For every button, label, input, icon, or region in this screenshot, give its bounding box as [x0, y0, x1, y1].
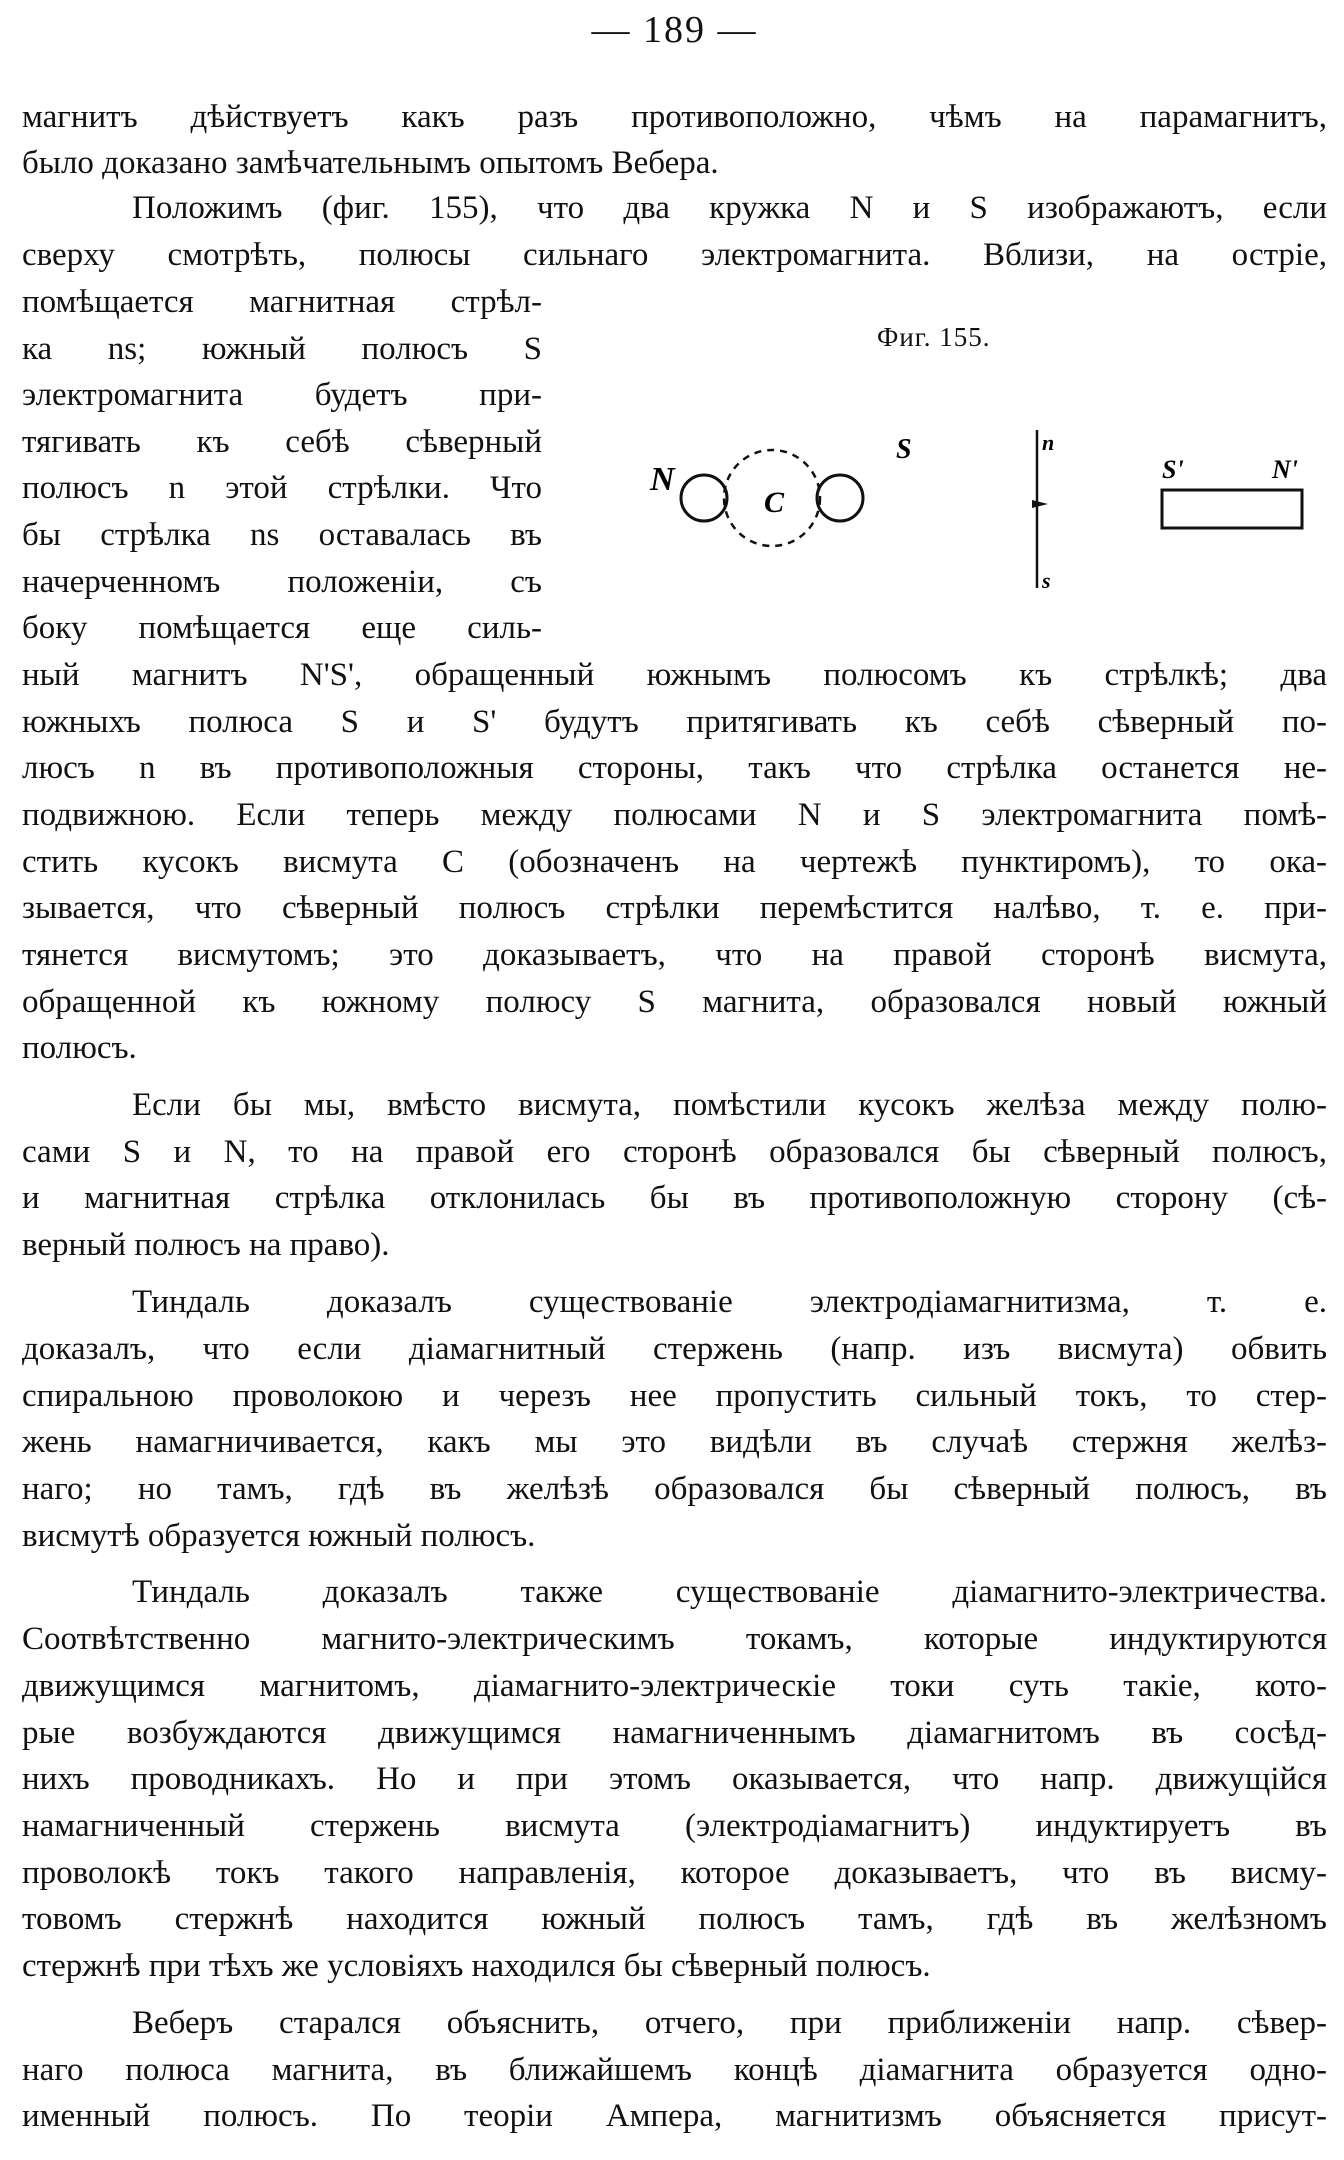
text-line: тянется висмутомъ; это доказываетъ, что на правой сторонѣ висмута, — [22, 937, 1327, 973]
text-line: тягивать къ себѣ сѣверный — [22, 424, 542, 460]
figure-155-drawing — [622, 420, 1327, 610]
text-line: Положимъ (фиг. 155), что два кружка N и S изображаютъ, если — [132, 190, 1327, 226]
text-line: проволокѣ токъ такого направленія, которое доказываетъ, что въ висму- — [22, 1855, 1327, 1891]
text-line: ка ns; южный полюсъ S — [22, 331, 542, 367]
text-line: именный полюсъ. По теоріи Ампера, магнитизмъ объясняется присут- — [22, 2098, 1327, 2134]
pole-n-circle — [681, 475, 727, 521]
text-line: электромагнита будетъ при- — [22, 377, 542, 413]
text-line: помѣщается магнитная стрѣл- — [22, 284, 542, 320]
label-needle-n: n — [1042, 430, 1055, 455]
label-needle-s: s — [1042, 568, 1051, 593]
text-line: полюсъ n этой стрѣлки. Что — [22, 470, 542, 506]
text-line: жень намагничивается, какъ мы это видѣли въ случаѣ стержня желѣз- — [22, 1424, 1327, 1460]
text-line: Тиндаль доказалъ также существованіе діамагнито-электричества. — [132, 1574, 1327, 1610]
text-line: обращенной къ южному полюсу S магнита, образовался новый южный — [22, 984, 1327, 1020]
text-line: подвижною. Если теперь между полюсами N и S электромагнита помѣ- — [22, 797, 1327, 833]
text-line: товомъ стержнѣ находится южный полюсъ тамъ, гдѣ въ желѣзномъ — [22, 1901, 1327, 1937]
text-line: магнитъ дѣйствуетъ какъ разъ противоположно, чѣмъ на парамагнитъ, — [22, 99, 1327, 135]
label-n: N — [650, 461, 675, 498]
text-line: южныхъ полюса S и S' будутъ притягивать къ себѣ сѣверный по- — [22, 704, 1327, 740]
text-line: рые возбуждаются движущимся намагниченнымъ діамагнитомъ въ сосѣд- — [22, 1715, 1327, 1751]
text-line: боку помѣщается еще силь- — [22, 610, 542, 646]
text-line: движущимся магнитомъ, діамагнито-электрическіе токи суть такіе, кото- — [22, 1668, 1327, 1704]
text-line: висмутѣ образуется южный полюсъ. — [22, 1518, 536, 1554]
page-number: — 189 — — [591, 9, 758, 51]
figure-caption: Фиг. 155. — [877, 322, 991, 352]
text-line: наго; но тамъ, гдѣ въ желѣзѣ образовался бы сѣверный полюсъ, въ — [22, 1471, 1327, 1507]
text-line: верный полюсъ на право). — [22, 1227, 390, 1263]
text-line: зывается, что сѣверный полюсъ стрѣлки перемѣстится налѣво, т. е. при- — [22, 890, 1327, 926]
text-line: полюсъ. — [22, 1030, 137, 1066]
text-line: доказалъ, что если діамагнитный стержень (напр. изъ висмута) обвить — [22, 1331, 1327, 1367]
text-line: стержнѣ при тѣхъ же условіяхъ находился бы сѣверный полюсъ. — [22, 1948, 931, 1984]
text-line: люсъ n въ противоположныя стороны, такъ что стрѣлка останется не- — [22, 750, 1327, 786]
label-n-prime: N' — [1272, 455, 1298, 484]
text-line: бы стрѣлка ns оставалась въ — [22, 517, 542, 553]
text-line: Тиндаль доказалъ существованіе электродіамагнитизма, т. е. — [132, 1284, 1327, 1320]
bar-magnet — [1162, 490, 1302, 528]
label-s: S — [896, 434, 912, 465]
label-s-prime: S' — [1162, 455, 1184, 484]
pole-s-circle — [817, 475, 863, 521]
text-line: было доказано замѣчательнымъ опытомъ Вебера. — [22, 145, 719, 181]
text-line: сверху смотрѣть, полюсы сильнаго электромагнита. Вблизи, на остріе, — [22, 237, 1327, 273]
text-line: и магнитная стрѣлка отклонилась бы въ противоположную сторону (сѣ- — [22, 1180, 1327, 1216]
text-line: нихъ проводникахъ. Но и при этомъ оказывается, что напр. движущійся — [22, 1761, 1327, 1797]
text-line: начерченномъ положеніи, съ — [22, 564, 542, 600]
document-page — [22, 0, 1327, 2160]
text-line: наго полюса магнита, въ ближайшемъ концѣ діамагнита образуется одно- — [22, 2052, 1327, 2088]
text-line: стить кусокъ висмута C (обозначенъ на чертежѣ пунктиромъ), то ока- — [22, 844, 1327, 880]
text-line: Если бы мы, вмѣсто висмута, помѣстили кусокъ желѣза между полю- — [132, 1087, 1327, 1123]
text-line: спиральною проволокою и черезъ нее пропустить сильный токъ, то стер- — [22, 1378, 1327, 1414]
text-line: Веберъ старался объяснить, отчего, при приближеніи напр. сѣвер- — [132, 2005, 1327, 2041]
text-line: сами S и N, то на правой его сторонѣ образовался бы сѣверный полюсъ, — [22, 1134, 1327, 1170]
label-c: C — [764, 486, 785, 519]
figure-155 — [622, 420, 1327, 610]
text-line: Соотвѣтственно магнито-электрическимъ токамъ, которые индуктируются — [22, 1621, 1327, 1657]
text-line: ный магнитъ N'S', обращенный южнымъ полюсомъ къ стрѣлкѣ; два — [22, 657, 1327, 693]
needle-pivot — [1032, 500, 1048, 508]
text-line: намагниченный стержень висмута (электродіамагнитъ) индуктируетъ въ — [22, 1808, 1327, 1844]
